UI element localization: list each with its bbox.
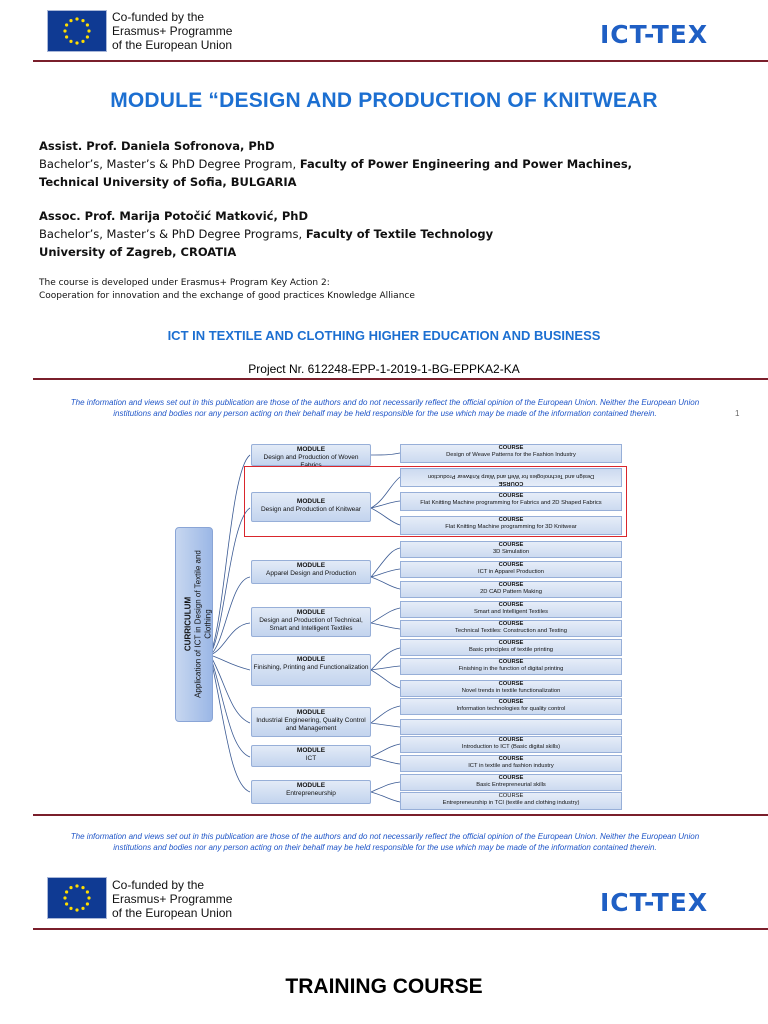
author-block-2 <box>39 207 739 261</box>
course-box: COURSE Information technologies for quality control <box>400 698 622 715</box>
course-box: COURSE Flat Knitting Machine programming for Fabrics and 2D Shaped Fabrics <box>400 492 622 511</box>
module-box-entrepreneurship: MODULE Entrepreneurship <box>251 780 371 804</box>
course-box: COURSE Basic Entrepreneurial skills <box>400 774 622 791</box>
course-box: COURSE Technical Textiles: Construction and Testing <box>400 620 622 637</box>
author-name: Assist. Prof. Daniela Sofronova, PhD <box>39 139 275 153</box>
module-box-ict: MODULE ICT <box>251 745 371 767</box>
disclaimer-text: The information and views set out in this publication are those of the authors and do not necessarily reflect the official opinion of the European Union. Neither the European Union institutions and bodies nor any person acting on their behalf may be held responsible for the use which may be made of the information contained therein. <box>70 398 700 418</box>
author-block-1 <box>39 137 739 191</box>
eu-cofunded-text: Co-funded by the Erasmus+ Programme of the European Union <box>112 878 233 920</box>
training-course-title: TRAINING COURSE <box>285 975 483 998</box>
ict-tex-logo: ICT-TEX <box>600 20 709 49</box>
author-program: Bachelor’s, Master’s & PhD Degree Program, <box>39 157 300 171</box>
author-name: Assoc. Prof. Marija Potočić Matković, PhD <box>39 209 308 223</box>
module-box-technical: MODULE Design and Production of Technical, Smart and Intelligent Textiles <box>251 607 371 637</box>
eu-flag-icon <box>47 10 107 52</box>
course-note: The course is developed under Erasmus+ Program Key Action 2: Cooperation for innovation and the exchange of good practices Knowledge Alliance <box>39 278 415 301</box>
footer-rule <box>33 378 768 380</box>
course-box-empty <box>400 719 622 735</box>
knitwear-highlight-frame <box>244 466 627 537</box>
course-box: COURSE ICT in Apparel Production <box>400 561 622 578</box>
module-title: MODULE “DESIGN AND PRODUCTION OF KNITWEAR <box>110 89 658 112</box>
module-box-finishing: MODULE Finishing, Printing and Functionalization <box>251 654 371 686</box>
curriculum-root-label: CURRICULUM Application of ICT in Design of Textile and Clothing <box>183 550 213 698</box>
module-box-apparel: MODULE Apparel Design and Production <box>251 560 371 584</box>
course-box: COURSE ICT in textile and fashion industry <box>400 755 622 772</box>
disclaimer-text-2: The information and views set out in this publication are those of the authors and do not necessarily reflect the official opinion of the European Union. Neither the European Union institutions and bodies nor any person acting on their behalf may be held responsible for the use which may be made of the information contained therein. <box>70 832 700 852</box>
header-rule <box>33 60 768 62</box>
eu-cofunded-text: Co-funded by the Erasmus+ Programme of the European Union <box>112 10 233 52</box>
eu-flag-icon <box>47 877 107 919</box>
author-faculty: Faculty of Power Engineering and Power Machines, <box>299 157 633 171</box>
course-box: COURSE 2D CAD Pattern Making <box>400 581 622 598</box>
module-box-industrial: MODULE Industrial Engineering, Quality Control and Management <box>251 707 371 737</box>
module-box-knitwear: MODULE Design and Production of Knitwear <box>251 492 371 522</box>
author-university: University of Zagreb, CROATIA <box>39 245 237 259</box>
curriculum-diagram <box>170 440 630 815</box>
course-box: COURSE Novel trends in textile functionalization <box>400 680 622 697</box>
course-box: COURSE Flat Knitting Machine programming for 3D Knitwear <box>400 516 622 535</box>
author-faculty: Faculty of Textile Technology <box>305 227 494 241</box>
course-box: COURSE Design of Weave Patterns for the Fashion Industry <box>400 444 622 463</box>
ict-tex-logo: ICT-TEX <box>600 888 709 917</box>
module-box-woven: MODULE Design and Production of Woven Fabrics <box>251 444 371 466</box>
course-box: COURSE Finishing in the function of digital printing <box>400 658 622 675</box>
course-box: COURSE Smart and Intelligent Textiles <box>400 601 622 618</box>
course-box: COURSE Introduction to ICT (Basic digital skills) <box>400 736 622 753</box>
course-box: COURSE Basic principles of textile printing <box>400 639 622 656</box>
header-rule-2 <box>33 928 768 930</box>
course-box-flipped: COURSE Design and Technologies for Weft and Warp Knitwear Production <box>400 468 622 487</box>
author-university: Technical University of Sofia, BULGARIA <box>39 175 297 189</box>
course-box: COURSE Entrepreneurship in TCI (textile and clothing industry) <box>400 792 622 810</box>
diagram-bottom-rule <box>33 814 768 816</box>
project-subtitle: ICT IN TEXTILE AND CLOTHING HIGHER EDUCATION AND BUSINESS <box>167 328 601 343</box>
page-number: 1 <box>735 409 740 418</box>
course-box: COURSE 3D Simulation <box>400 541 622 558</box>
project-number: Project Nr. 612248-EPP-1-2019-1-BG-EPPKA2-KA <box>248 362 520 376</box>
author-program: Bachelor’s, Master’s & PhD Degree Programs, <box>39 227 306 241</box>
